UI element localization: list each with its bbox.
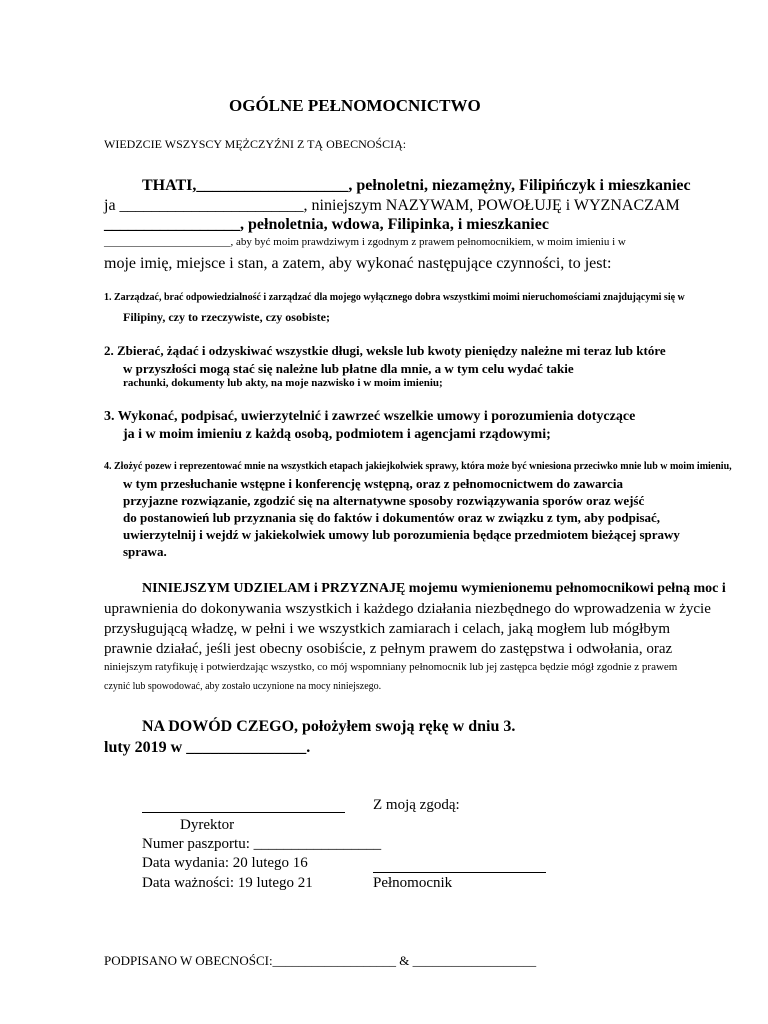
- director-signature-line: [142, 812, 345, 813]
- intro-line: THATI,___________________, pełnoletni, niezamężny, Filipińczyk i mieszkaniec: [142, 177, 691, 194]
- consent-label: Z moją zgodą:: [373, 797, 460, 813]
- list-item-line: 2. Zbierać, żądać i odzyskiwać wszystkie długi, weksle lub kwoty pieniędzy należne mi teraz lub które: [104, 343, 666, 358]
- list-item-line: przyjazne rozwiązanie, zgodzić się na alternatywne sposoby rozwiązywania sporów oraz wejść: [123, 493, 645, 508]
- list-item-line: Filipiny, czy to rzeczywiste, czy osobiste;: [123, 310, 330, 324]
- expiry-date: Data ważności: 19 lutego 21: [142, 875, 313, 891]
- witness-signatures-footer: PODPISANO W OBECNOŚCI:___________________ & ___________________: [104, 953, 537, 968]
- issue-date: Data wydania: 20 lutego 16: [142, 855, 308, 871]
- list-item-line: do postanowień lub przyznania się do faktów i dokumentów oraz w związku z tym, aby podpisać,: [123, 510, 661, 525]
- attorney-signature-line: [373, 872, 546, 873]
- list-item-line: w przyszłości mogą stać się należne lub płatne dla mnie, a w tym celu wydać takie: [123, 361, 574, 376]
- passport-number-label: Numer paszportu: _________________: [142, 836, 382, 852]
- list-item-line: rachunki, dokumenty lub akty, na moje nazwisko i w moim imieniu;: [123, 377, 443, 389]
- grant-line: niniejszym ratyfikuję i potwierdzając wszystko, co mój wspomniany pełnomocnik lub jej zastępca będzie mógł zgodnie z prawem: [104, 661, 678, 673]
- list-item-line: 4. Złożyć pozew i reprezentować mnie na wszystkich etapach jakiejkolwiek sprawy, która może być wniesiona przeciwko mnie lub w moim imieniu,: [104, 461, 732, 472]
- grant-line: czynić lub spowodować, aby zostało uczynione na mocy niniejszego.: [104, 681, 382, 692]
- intro-line: ja _______________________, niniejszym NAZYWAM, POWOŁUJĘ i WYZNACZAM: [104, 197, 680, 214]
- document-title: OGÓLNE PEŁNOMOCNICTWO: [229, 96, 481, 115]
- director-label: Dyrektor: [180, 817, 235, 833]
- salutation: WIEDZCIE WSZYSCY MĘŻCZYŹNI Z TĄ OBECNOŚCIĄ:: [104, 137, 407, 151]
- list-item-line: ja i w moim imieniu z każdą osobą, podmiotem i agencjami rządowymi;: [123, 427, 551, 442]
- list-item-line: uwierzytelnij i wejdź w jakiekolwiek umowy lub porozumienia będące przedmiotem bieżącej sprawy: [123, 527, 680, 542]
- list-item-line: w tym przesłuchanie wstępne i konferencję wstępną, oraz z pełnomocnictwem do zawarcia: [123, 476, 623, 491]
- list-item-line: sprawa.: [123, 544, 167, 559]
- list-item-line: 1. Zarządzać, brać odpowiedzialność i zarządzać dla mojego wyłącznego dobra wszystkimi moimi nieruchomościami znajdującymi się w: [104, 292, 685, 303]
- grant-line: uprawnienia do dokonywania wszystkich i każdego działania niezbędnego do wprowadzenia w życie: [104, 601, 711, 617]
- attorney-label: Pełnomocnik: [373, 875, 453, 891]
- witness-line: NA DOWÓD CZEGO, położyłem swoją rękę w dniu 3.: [142, 718, 516, 735]
- witness-line: luty 2019 w _______________.: [104, 739, 311, 756]
- intro-line: moje imię, miejsce i stan, a zatem, aby wykonać następujące czynności, to jest:: [104, 255, 612, 272]
- list-item-line: 3. Wykonać, podpisać, uwierzytelnić i zawrzeć wszelkie umowy i porozumienia dotyczące: [104, 409, 636, 424]
- grant-line: NINIEJSZYM UDZIELAM i PRZYZNAJĘ mojemu wymienionemu pełnomocnikowi pełną moc i: [142, 581, 726, 596]
- grant-line: przysługującą władzę, w pełni i we wszystkich zamiarach i celach, jaką mogłem lub mógłbym: [104, 621, 671, 637]
- intro-line: _________________, pełnoletnia, wdowa, Filipinka, i mieszkaniec: [104, 216, 549, 233]
- grant-line: prawnie działać, jeśli jest obecny osobiście, z pełnym prawem do zastępstwa i odwołania, oraz: [104, 641, 673, 657]
- intro-line: _______________________, aby być moim prawdziwym i zgodnym z prawem pełnomocnikiem, w moim imieniu i w: [104, 236, 626, 248]
